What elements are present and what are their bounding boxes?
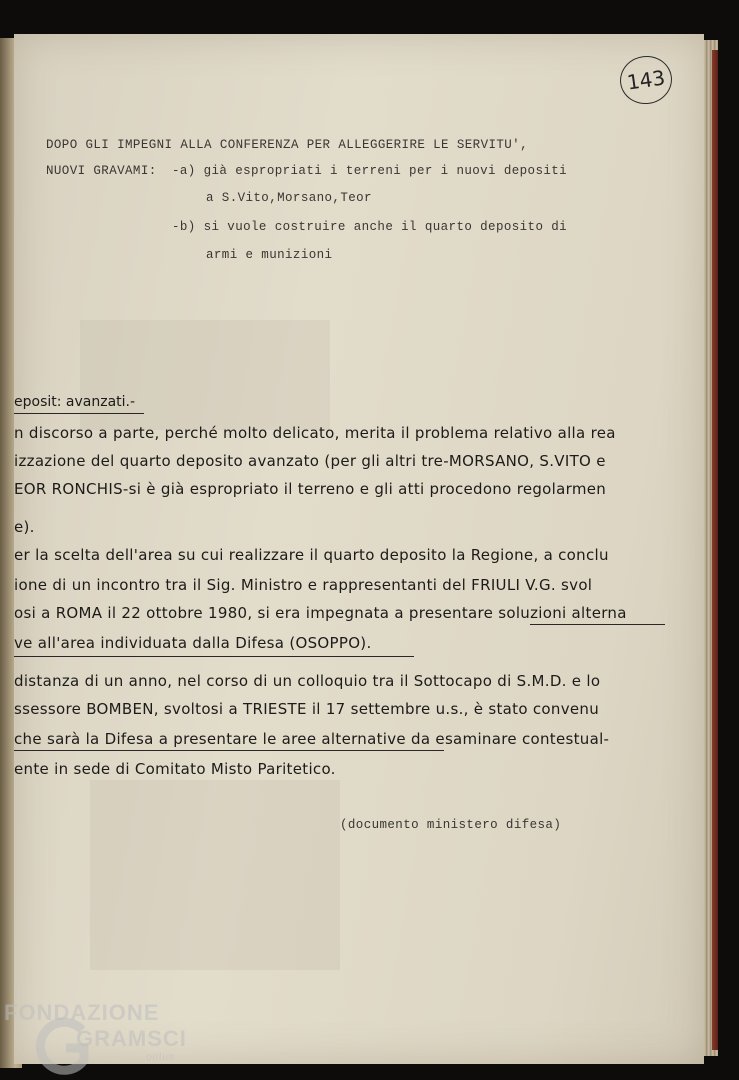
typed-item-b-cont: armi e munizioni	[206, 248, 333, 262]
body-line: izzazione del quarto deposito avanzato (per gli altri tre-MORSANO, S.VITO e	[14, 452, 606, 470]
section-title: eposit: avanzati.-	[14, 394, 136, 410]
fondazione-gramsci-watermark	[4, 996, 224, 1076]
body-line: er la scelta dell'area su cui realizzare il quarto deposito la Regione, a conclu	[14, 546, 609, 564]
archive-page-number: 143	[617, 53, 675, 108]
watermark-line1: FONDAZIONE	[4, 1000, 160, 1025]
binding-edge	[712, 50, 718, 1050]
body-line: e).	[14, 518, 35, 536]
source-note: (documento ministero difesa)	[340, 818, 562, 832]
body-line: osi a ROMA il 22 ottobre 1980, si era impegnata a presentare soluzioni alterna	[14, 604, 627, 622]
pen-underline	[14, 750, 444, 751]
body-line: ione di un incontro tra il Sig. Ministro e rappresentanti del FRIULI V.G. svol	[14, 576, 593, 594]
body-line: distanza di un anno, nel corso di un colloquio tra il Sottocapo di S.M.D. e lo	[14, 672, 601, 690]
typed-item-a: -a) già espropriati i terreni per i nuovi depositi	[172, 164, 568, 178]
typed-heading: DOPO GLI IMPEGNI ALLA CONFERENZA PER ALLEGGERIRE LE SERVITU',	[46, 138, 528, 152]
pen-underline	[530, 624, 665, 625]
show-through-column	[90, 780, 340, 970]
typed-item-a-cont: a S.Vito,Morsano,Teor	[206, 191, 372, 205]
body-line: n discorso a parte, perché molto delicato, merita il problema relativo alla rea	[14, 424, 616, 442]
body-line: ente in sede di Comitato Misto Paritetico.	[14, 760, 336, 778]
body-line: che sarà la Difesa a presentare le aree alternative da esaminare contestual-	[14, 730, 610, 748]
section-title-underline	[14, 413, 144, 414]
typed-label-nuovi-gravami: NUOVI GRAVAMI:	[46, 164, 157, 178]
body-line: EOR RONCHIS-si è già espropriato il terreno e gli atti procedono regolarmen	[14, 480, 607, 498]
watermark-line2: GRAMSCI	[76, 1026, 187, 1051]
body-line: ve all'area individuata dalla Difesa (OSOPPO).	[14, 634, 372, 652]
typed-item-b: -b) si vuole costruire anche il quarto deposito di	[172, 220, 568, 234]
pen-underline	[14, 656, 414, 657]
body-line: ssessore BOMBEN, svoltosi a TRIESTE il 17 settembre u.s., è stato convenu	[14, 700, 600, 718]
watermark-line3: onlus	[146, 1052, 175, 1063]
